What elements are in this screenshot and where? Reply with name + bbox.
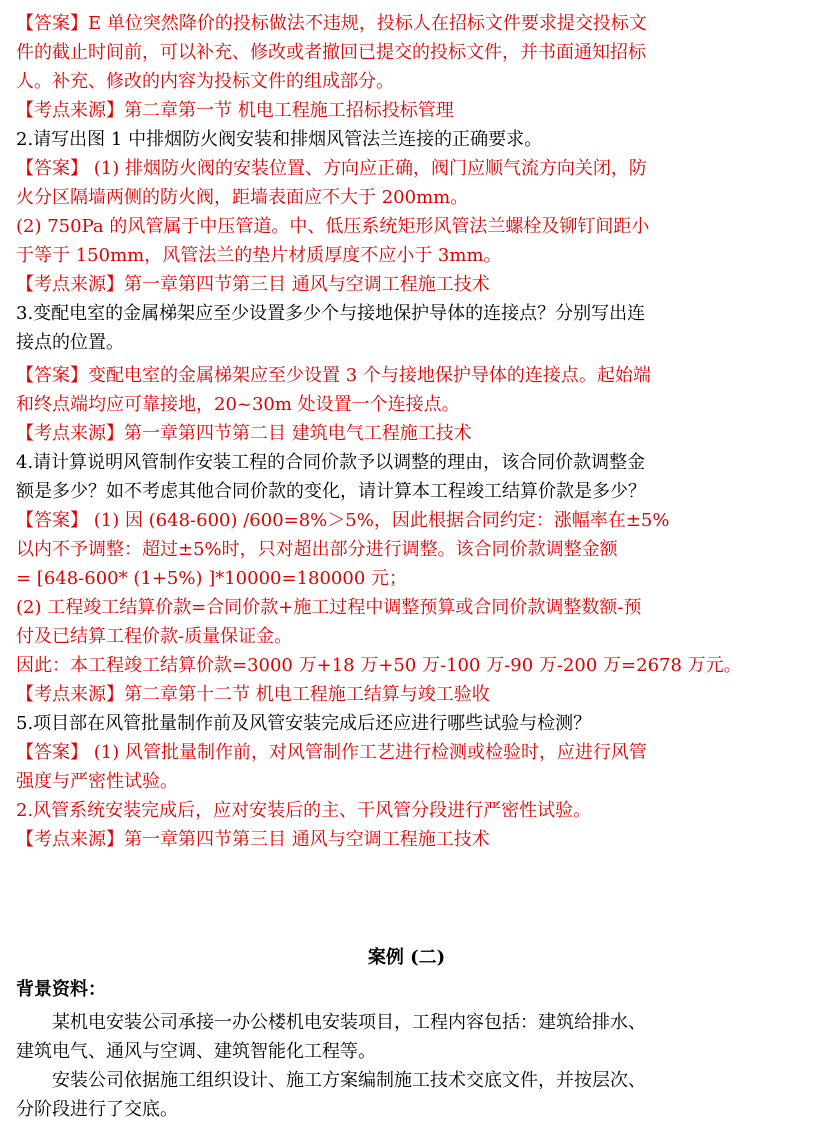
answer-line: 和终点端均应可靠接地，20~30m 处设置一个连接点。 xyxy=(16,394,460,415)
answer-line: 人。补充、修改的内容为投标文件的组成部分。 xyxy=(16,71,394,92)
question-line: 4.请计算说明风管制作安装工程的合同价款予以调整的理由，该合同价款调整金 xyxy=(16,452,646,473)
answer-line: 【考点来源】第二章第一节 机电工程施工招标投标管理 xyxy=(16,100,454,121)
question-line: 接点的位置。 xyxy=(16,332,124,353)
answer-line: (2) 工程竣工结算价款=合同价款+施工过程中调整预算或合同价款调整数额-预 xyxy=(16,597,642,618)
answer-line: 件的截止时间前，可以补充、修改或者撤回已提交的投标文件，并书面通知招标 xyxy=(16,42,646,63)
answer-line: 因此：本工程竣工结算价款=3000 万+18 万+50 万-100 万-90 万-200 万=2678 万元。 xyxy=(16,655,742,676)
question-line: 额是多少？如不考虑其他合同价款的变化，请计算本工程竣工结算价款是多少？ xyxy=(16,481,646,502)
answer-line: (2) 750Pa 的风管属于中压管道。中、低压系统矩形风管法兰螺栓及铆钉间距小 xyxy=(16,216,650,237)
question-line: 2.请写出图 1 中排烟防火阀安装和排烟风管法兰连接的正确要求。 xyxy=(16,129,543,150)
answer-line: 【答案】 (1) 排烟防火阀的安装位置、方向应正确，阀门应顺气流方向关闭，防 xyxy=(16,158,647,179)
answer-line: 【答案】 (1) 因 (648-600) /600=8%＞5%，因此根据合同约定：涨幅率在±5% xyxy=(16,510,670,531)
answer-line: 【答案】变配电室的金属梯架应至少设置 3 个与接地保护导体的连接点。起始端 xyxy=(16,365,651,386)
answer-line: 【考点来源】第一章第四节第二目 建筑电气工程施工技术 xyxy=(16,423,472,444)
background-line: 建筑电气、通风与空调、建筑智能化工程等。 xyxy=(16,1041,376,1062)
answer-line: 强度与严密性试验。 xyxy=(16,771,178,792)
answer-line: 【答案】E 单位突然降价的投标做法不违规，投标人在招标文件要求提交投标文 xyxy=(16,13,647,34)
case-title: 案例 (二) xyxy=(367,947,446,968)
answer-line: 以内不予调整：超过±5%时，只对超出部分进行调整。该合同价款调整金额 xyxy=(16,539,618,560)
answer-line: 【考点来源】第一章第四节第三目 通风与空调工程施工技术 xyxy=(16,274,490,295)
answer-line: = [648-600* (1+5%) ]*10000=180000 元； xyxy=(16,568,407,589)
answer-line: 【考点来源】第二章第十二节 机电工程施工结算与竣工验收 xyxy=(16,684,490,705)
background-line: 安装公司依据施工组织设计、施工方案编制施工技术交底文件，并按层次、 xyxy=(52,1070,646,1091)
answer-line: 火分区隔墙两侧的防火阀，距墙表面应不大于 200mm。 xyxy=(16,187,469,208)
background-heading: 背景资料： xyxy=(16,979,106,1000)
question-line: 5.项目部在风管批量制作前及风管安装完成后还应进行哪些试验与检测？ xyxy=(16,713,592,734)
answer-line: 【答案】 (1) 风管批量制作前，对风管制作工艺进行检测或检验时，应进行风管 xyxy=(16,742,647,763)
answer-line: 【考点来源】第一章第四节第三目 通风与空调工程施工技术 xyxy=(16,829,490,850)
background-line: 某机电安装公司承接一办公楼机电安装项目，工程内容包括：建筑给排水、 xyxy=(52,1012,646,1033)
answer-line: 于等于 150mm，风管法兰的垫片材质厚度不应小于 3mm。 xyxy=(16,245,502,266)
question-line: 3.变配电室的金属梯架应至少设置多少个与接地保护导体的连接点？分别写出连 xyxy=(16,303,646,324)
answer-line: 2.风管系统安装完成后，应对安装后的主、干风管分段进行严密性试验。 xyxy=(16,800,592,821)
background-line: 分阶段进行了交底。 xyxy=(16,1099,178,1120)
answer-line: 付及已结算工程价款-质量保证金。 xyxy=(16,626,293,647)
